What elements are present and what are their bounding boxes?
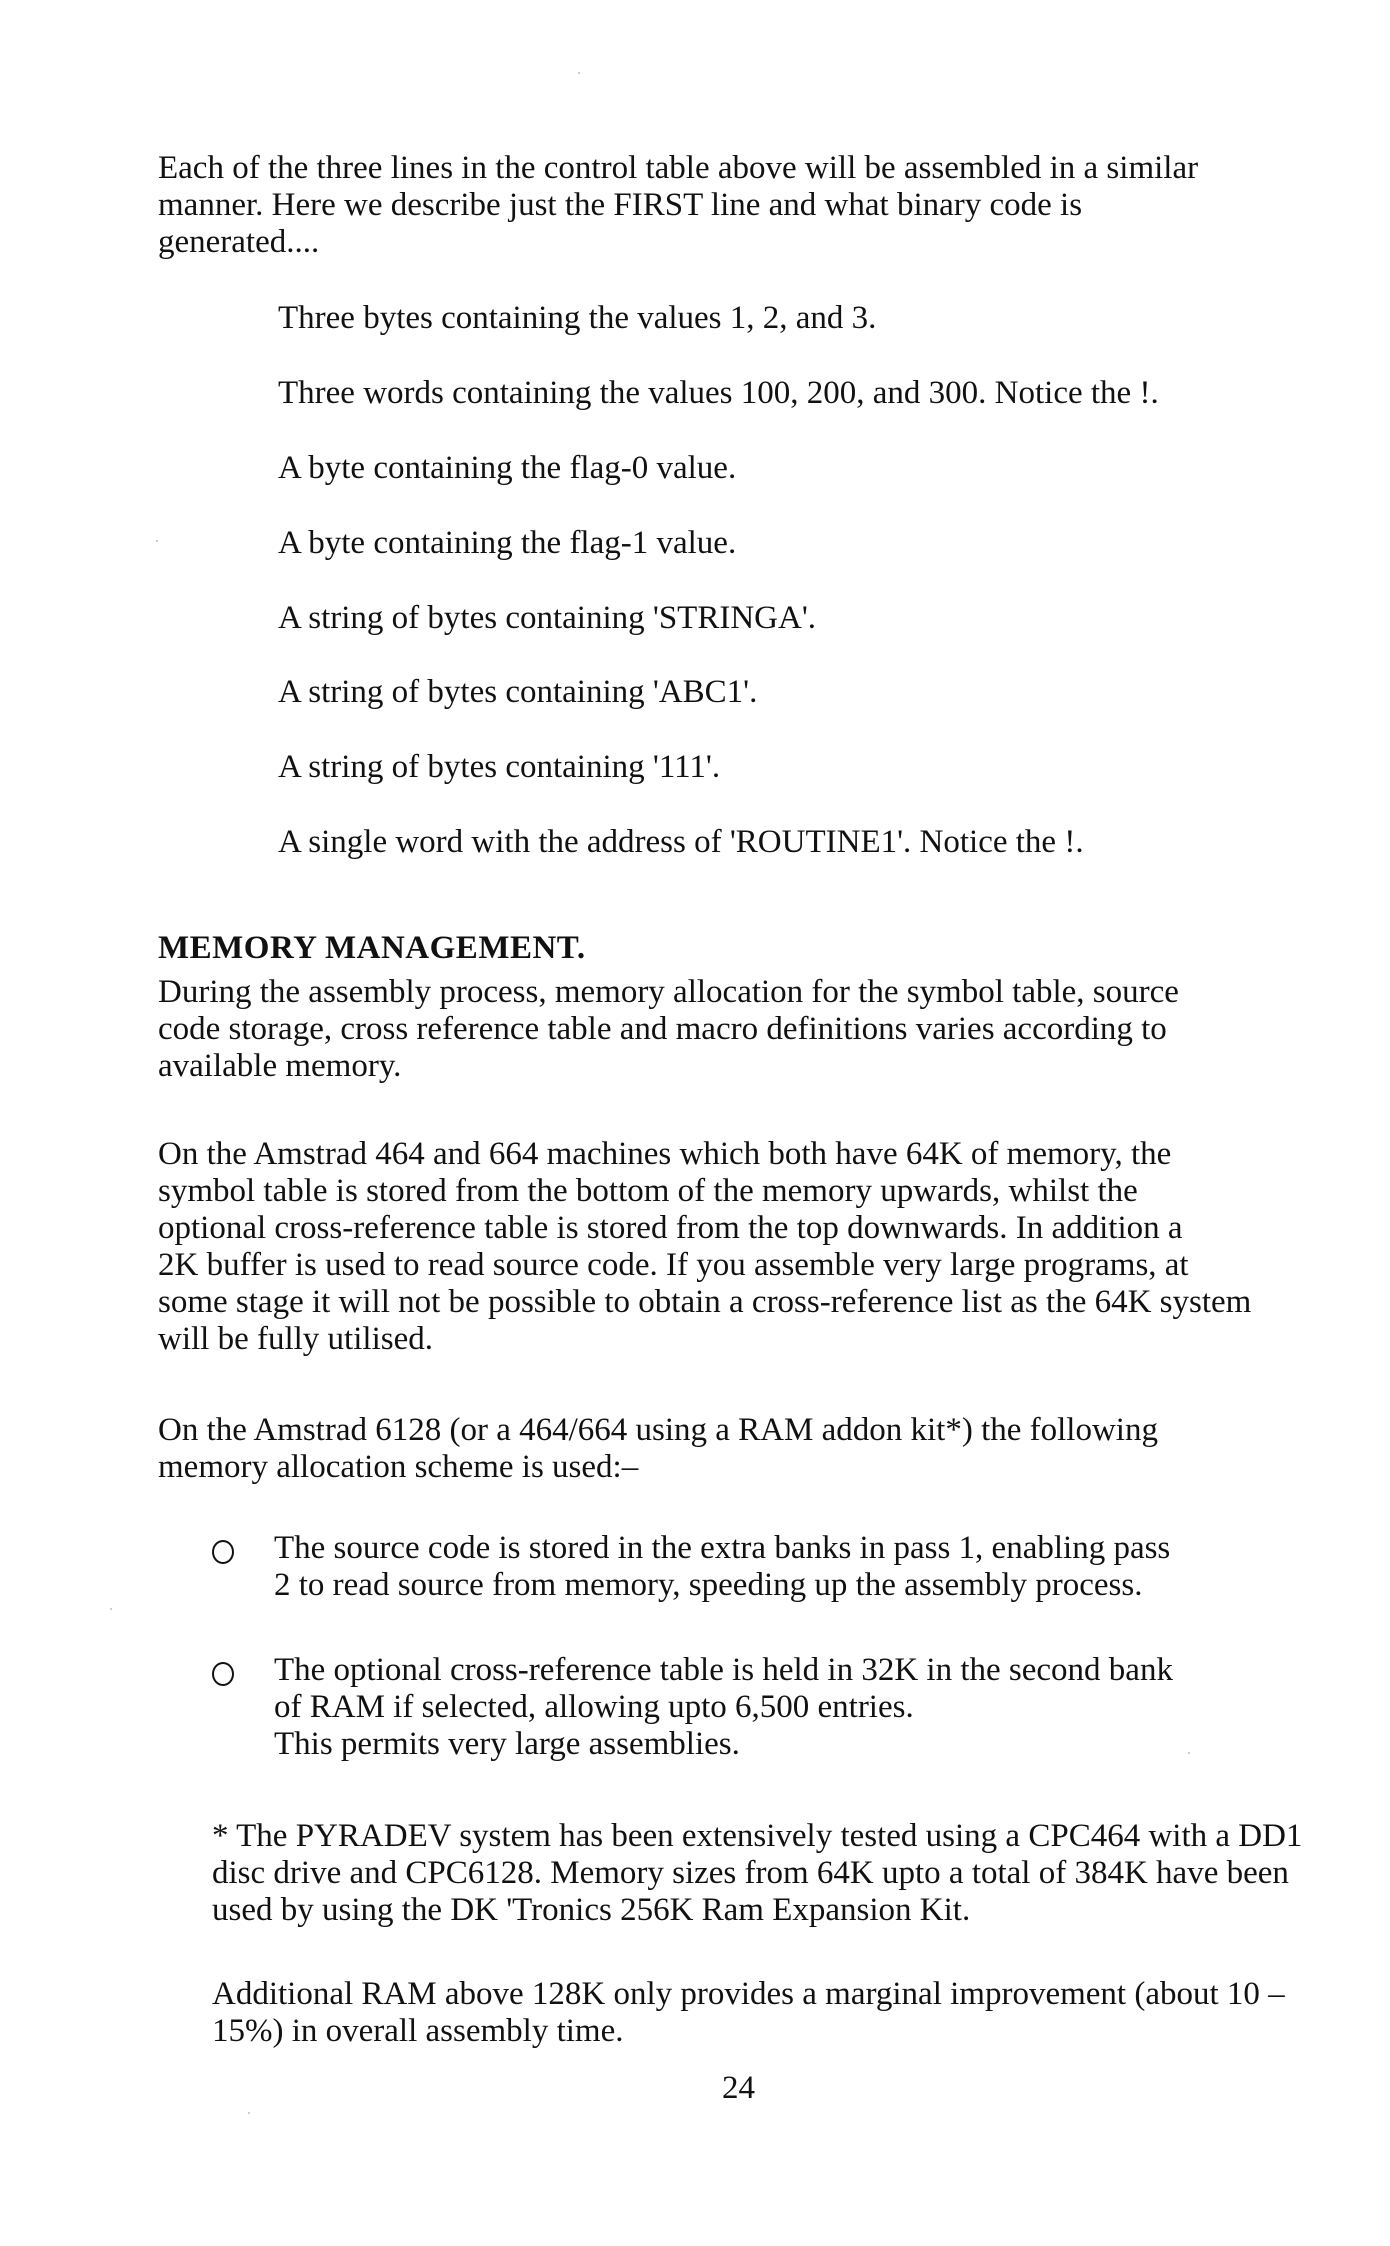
note-line: Additional RAM above 128K only provides a marginal improvement (about 10 – [212,1976,1285,2012]
paragraph-line: On the Amstrad 464 and 664 machines which both have 64K of memory, the [158,1136,1172,1172]
bullet-item [274,1530,1170,1604]
amstrad-6128-paragraph [158,1412,1318,1486]
intro-line: Each of the three lines in the control table above will be assembled in a similar [158,150,1199,186]
footnote-line: used by using the DK 'Tronics 256K Ram Expansion Kit. [212,1892,971,1928]
bullet-line: of RAM if selected, allowing upto 6,500 entries. [274,1689,914,1725]
paragraph-line: symbol table is stored from the bottom of the memory upwards, whilst the [158,1173,1138,1209]
list-item: Three words containing the values 100, 200, and 300. Notice the !. [278,375,1159,411]
list-item: A single word with the address of 'ROUTINE1'. Notice the !. [278,824,1084,860]
paragraph-line: 2K buffer is used to read source code. If you assemble very large programs, at [158,1247,1189,1283]
paragraph-line: During the assembly process, memory allocation for the symbol table, source [158,974,1179,1010]
bullet-item [274,1652,1173,1763]
bullet-line: This permits very large assemblies. [274,1726,740,1762]
paragraph-line: optional cross-reference table is stored from the top downwards. In addition a [158,1210,1183,1246]
page-number: 24 [722,2070,755,2106]
amstrad-464-paragraph [158,1136,1318,1358]
section-heading: MEMORY MANAGEMENT. [158,930,586,966]
memory-intro-paragraph [158,974,1318,1085]
paragraph-line: On the Amstrad 6128 (or a 464/664 using a RAM addon kit*) the following [158,1412,1158,1448]
footnote [212,1818,1382,1929]
list-item: A byte containing the flag-1 value. [278,525,737,561]
bullet-circle-icon [212,1662,234,1686]
scan-speck [1188,1752,1190,1754]
footnote-line: * The PYRADEV system has been extensively tested using a CPC464 with a DD1 [212,1818,1303,1854]
intro-line: manner. Here we describe just the FIRST line and what binary code is [158,187,1083,223]
paragraph-line: code storage, cross reference table and macro definitions varies according to [158,1011,1167,1047]
bullet-line: 2 to read source from memory, speeding up the assembly process. [274,1567,1143,1603]
list-item: A string of bytes containing '111'. [278,749,721,785]
list-item: A string of bytes containing 'ABC1'. [278,674,758,710]
list-item: Three bytes containing the values 1, 2, and 3. [278,300,877,336]
scan-speck [110,1608,112,1610]
bullet-circle-icon [212,1540,234,1564]
scan-speck [578,72,580,74]
note-line: 15%) in overall assembly time. [212,2013,624,2049]
list-item: A string of bytes containing 'STRINGA'. [278,600,817,636]
intro-paragraph [158,150,1318,261]
list-item: A byte containing the flag-0 value. [278,450,737,486]
bullet-line: The source code is stored in the extra banks in pass 1, enabling pass [274,1530,1171,1566]
intro-line: generated.... [158,224,320,260]
bullet-line: The optional cross-reference table is held in 32K in the second bank [274,1652,1173,1688]
scan-speck [156,540,158,542]
paragraph-line: will be fully utilised. [158,1321,433,1357]
paragraph-line: memory allocation scheme is used:– [158,1449,639,1485]
paragraph-line: available memory. [158,1048,402,1084]
scan-speck [248,2112,250,2114]
additional-ram-note [212,1976,1382,2050]
footnote-line: disc drive and CPC6128. Memory sizes from 64K upto a total of 384K have been [212,1855,1289,1891]
paragraph-line: some stage it will not be possible to obtain a cross-reference list as the 64K system [158,1284,1252,1320]
